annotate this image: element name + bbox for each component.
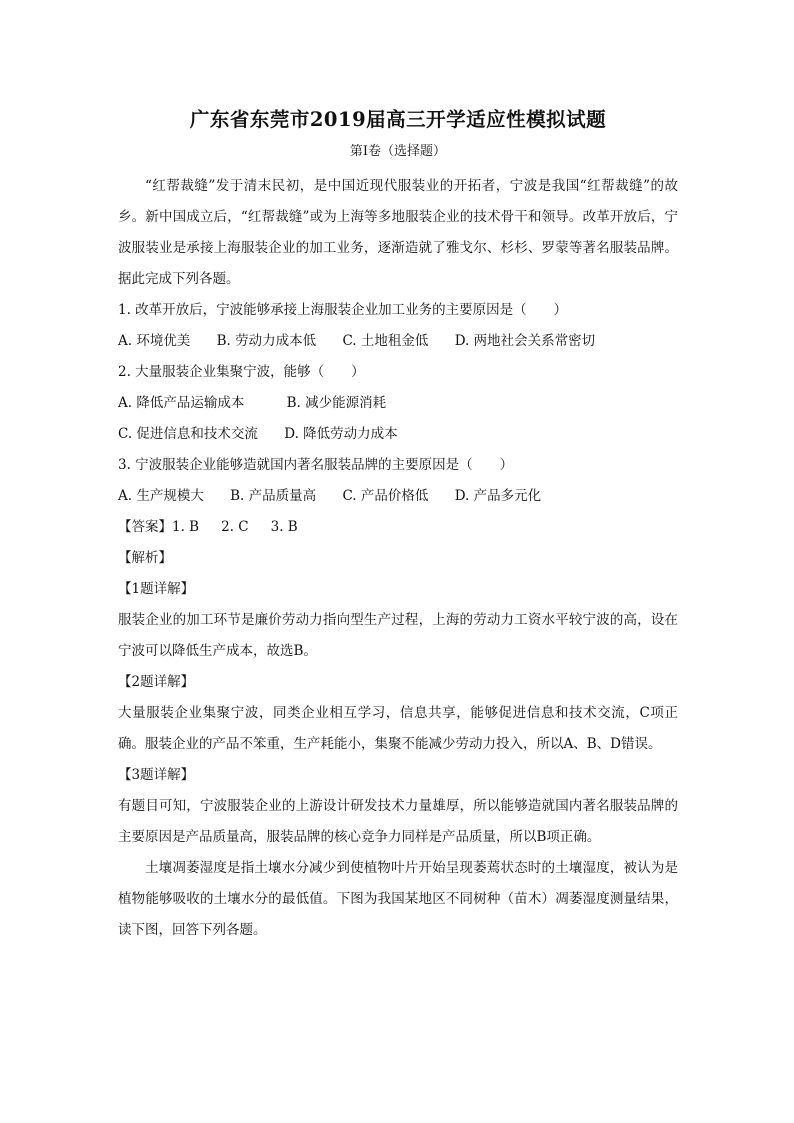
detail-text: 有题目可知，宁波服装企业的上游设计研发技术力量雄厚，所以能够造就国内著名服装品牌的主要原因是产品质量高，服装品牌的核心竞争力同样是产品质量，所以B项正确。 xyxy=(118,798,678,845)
detail-heading: 【1题详解】 xyxy=(118,581,195,597)
option-c: C. 土地租金低 xyxy=(342,333,429,349)
answer-item: 1. B xyxy=(172,519,200,535)
question-options xyxy=(118,419,678,450)
option-b: B. 产品质量高 xyxy=(230,488,317,504)
intro-paragraph: “红帮裁缝”发于清末民初，是中国近现代服装业的开拓者，宁波是我国“红帮裁缝”的故乡。新中国成立后，“红帮裁缝”或为上海等多地服装企业的技术骨干和领导。改革开放后，宁波服装业是承接上海服装企业的加工业务，逐渐造就了雅戈尔、杉杉、罗蒙等著名服装品牌。据此完成下列各题。 xyxy=(118,178,678,287)
detail-heading: 【3题详解】 xyxy=(118,767,195,783)
detail-text: 服装企业的加工环节是廉价劳动力指向型生产过程，上海的劳动力工资水平较宁波的高，设在宁波可以降低生产成本，故选B。 xyxy=(118,612,678,659)
option-b: B. 劳动力成本低 xyxy=(216,333,317,349)
option-d: D. 降低劳动力成本 xyxy=(284,426,398,442)
option-a: A. 环境优美 xyxy=(118,333,191,349)
question-options xyxy=(118,481,678,512)
option-c: C. 产品价格低 xyxy=(342,488,429,504)
analysis-label: 【解析】 xyxy=(118,550,172,566)
detail-heading: 【2题详解】 xyxy=(118,674,195,690)
section-subtitle: 第Ⅰ卷（选择题） xyxy=(349,144,447,159)
question-options xyxy=(118,326,678,357)
question-stem: 2. 大量服装企业集聚宁波，能够（ ） xyxy=(118,364,365,380)
detail-text: 大量服装企业集聚宁波，同类企业相互学习，信息共享，能够促进信息和技术交流，C项正确。服装企业的产品不笨重，生产耗能小，集聚不能减少劳动力投入，所以A、B、D错误。 xyxy=(118,705,678,752)
page-title: 广东省东莞市2019届高三开学适应性模拟试题 xyxy=(189,108,607,131)
question-stem: 1. 改革开放后，宁波能够承接上海服装企业加工业务的主要原因是（ ） xyxy=(118,302,568,318)
question-stem: 3. 宁波服装企业能够造就国内著名服装品牌的主要原因是（ ） xyxy=(118,457,514,473)
option-d: D. 产品多元化 xyxy=(454,488,542,504)
question-options xyxy=(118,388,678,419)
intro-paragraph: 土壤凋萎湿度是指土壤水分减少到使植物叶片开始呈现萎蔫状态时的土壤湿度，被认为是植物能够吸收的土壤水分的最低值。下图为我国某地区不同树种（苗木）凋萎湿度测量结果，读下图，回答下列各题。 xyxy=(118,860,678,938)
answer-line xyxy=(118,512,678,543)
document-page xyxy=(118,100,678,946)
option-a: A. 降低产品运输成本 xyxy=(118,395,245,411)
option-d: D. 两地社会关系常密切 xyxy=(454,333,596,349)
answer-item: 3. B xyxy=(270,519,298,535)
answer-item: 2. C xyxy=(221,519,249,535)
option-c: C. 促进信息和技术交流 xyxy=(118,426,258,442)
option-b: B. 减少能源消耗 xyxy=(286,395,387,411)
answer-label: 【答案】 xyxy=(118,519,172,535)
option-a: A. 生产规模大 xyxy=(118,488,204,504)
